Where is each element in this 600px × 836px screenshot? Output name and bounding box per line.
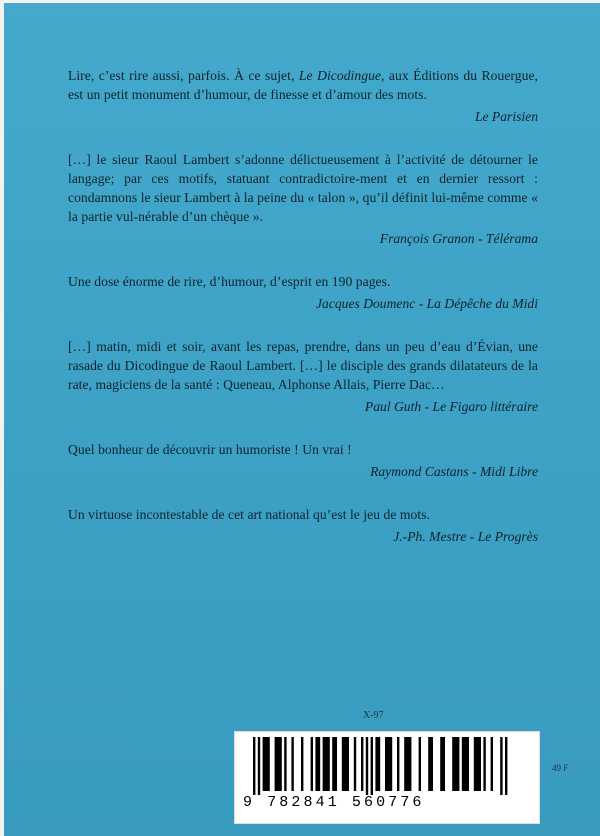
quote-source	[68, 229, 538, 248]
barcode-bar	[253, 737, 255, 795]
quote-text	[68, 150, 538, 226]
quote-author: Paul Guth	[364, 399, 422, 414]
source-separator: -	[468, 464, 480, 479]
press-quote	[68, 440, 538, 481]
barcode-bars	[253, 737, 523, 795]
quote-text-segment: Le Dicodingue	[298, 68, 381, 83]
barcode-bar	[258, 737, 260, 795]
barcode-bar	[301, 737, 303, 791]
barcode-bar	[332, 737, 337, 791]
quote-text	[68, 66, 538, 104]
quote-source	[68, 397, 538, 416]
barcode-bar	[263, 737, 270, 791]
press-quote	[68, 505, 538, 546]
quote-author: François Granon	[379, 231, 475, 246]
barcode-bar	[354, 737, 356, 791]
quote-source	[68, 107, 538, 126]
barcode-bar	[361, 737, 363, 791]
isbn-digits: 9 782841 560776	[243, 794, 425, 811]
source-separator: -	[466, 529, 478, 544]
quote-text-segment: Quel bonheur de découvrir un humoriste ! Un vrai !	[68, 442, 352, 457]
barcode-bar	[397, 737, 399, 791]
barcode-bar	[419, 737, 421, 791]
press-quote	[68, 66, 538, 126]
quote-publication: Le Figaro littéraire	[432, 399, 538, 414]
quote-author: J.-Ph. Mestre	[393, 529, 467, 544]
barcode-bar	[428, 737, 433, 791]
barcode-bar	[440, 737, 445, 791]
catalog-code: X-97	[363, 710, 384, 721]
barcode-bar	[452, 737, 459, 791]
barcode-bar	[284, 737, 286, 791]
barcode-bar	[275, 737, 282, 791]
press-quote	[68, 150, 538, 248]
barcode-bar	[371, 737, 373, 795]
quote-source	[68, 462, 538, 481]
barcode-bar	[311, 737, 313, 791]
barcode-bar	[404, 737, 411, 791]
press-quotes	[68, 66, 538, 570]
quote-source	[68, 527, 538, 546]
quote-publication: Télérama	[485, 231, 538, 246]
quote-text-segment: […] matin, midi et soir, avant les repas, prendre, dans un peu d’eau d’Évian, une rasade du Dicodingue de Raoul Lambert. […] le disciple des grands dilatateurs de la rate, magiciens de la santé : Queneau, Alphonse Allais, Pierre Dac…	[68, 339, 538, 392]
quote-author: Raymond Castans	[370, 464, 469, 479]
quote-publication: La Dépêche du Midi	[426, 296, 538, 311]
barcode-bar	[505, 737, 507, 795]
barcode-bar	[375, 737, 380, 791]
barcode-bar	[315, 737, 320, 791]
quote-text-segment: Lire, c’est rire aussi, parfois. À ce sujet,	[68, 68, 299, 83]
barcode-bar	[366, 737, 368, 795]
press-quote	[68, 337, 538, 416]
barcode-bar	[385, 737, 392, 791]
quote-text	[68, 505, 538, 524]
source-separator: -	[415, 296, 427, 311]
quote-text	[68, 272, 538, 291]
barcode-bar	[462, 737, 469, 791]
barcode-bar	[323, 737, 330, 791]
quote-publication: Le Parisien	[474, 109, 538, 124]
quote-text-segment: Une dose énorme de rire, d’humour, d’esprit en 190 pages.	[68, 274, 391, 289]
quote-publication: Midi Libre	[479, 464, 538, 479]
quote-text-segment: Un virtuose incontestable de cet art national qu’est le jeu de mots.	[68, 507, 431, 522]
price-label: 49 F	[552, 763, 569, 773]
source-separator: -	[421, 399, 433, 414]
barcode-bar	[491, 737, 493, 791]
barcode-bar	[500, 737, 502, 795]
quote-text-segment: […] le sieur Raoul Lambert s’adonne délictueusement à l’activité de détourner le langage; par ces motifs, statuant contradictoire-ment et en dernier ressort : condamnons le sieur Lambert à la peine du « talon », qu’il définit lui-même comme « la partie vul-nérable d’un chèque ».	[68, 152, 538, 224]
source-separator: -	[474, 231, 486, 246]
barcode-bar	[483, 737, 485, 791]
quote-author: Jacques Doumenc	[316, 296, 416, 311]
barcode-bar	[342, 737, 349, 791]
quote-text	[68, 337, 538, 394]
barcode-bar	[291, 737, 293, 791]
isbn-barcode	[234, 731, 540, 824]
quote-text-segment: , aux Éditions du Rouergue, est un petit monument d’humour, de finesse et d’amour des mots.	[68, 68, 538, 102]
quote-publication: Le Progrès	[477, 529, 538, 544]
quote-text	[68, 440, 538, 459]
quote-source	[68, 294, 538, 313]
press-quote	[68, 272, 538, 313]
barcode-bar	[474, 737, 481, 791]
